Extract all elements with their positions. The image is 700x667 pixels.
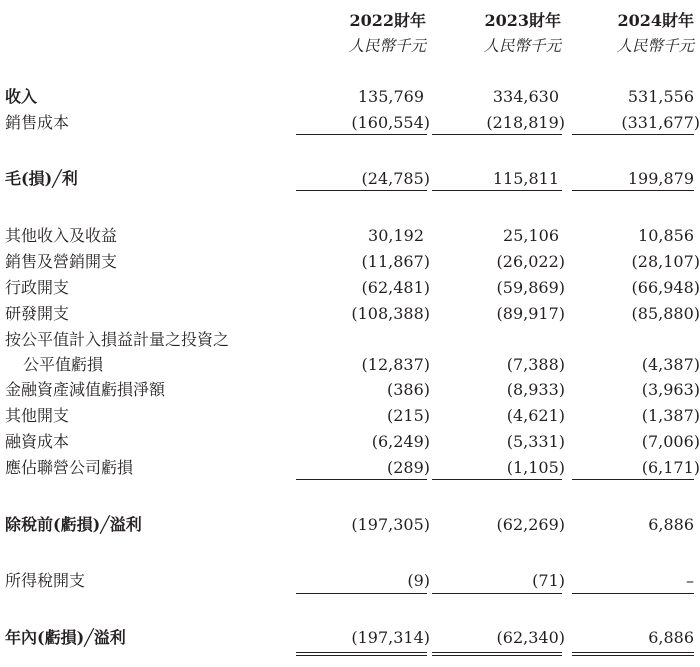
subtotal-rule [572,190,694,191]
value-2022: (9) [407,571,430,590]
value-2024: (85,880) [631,304,700,323]
value-2023: 25,106 [503,226,559,245]
value-2024: 199,879 [627,169,694,188]
value-2023: (218,819) [486,113,565,132]
subtotal-rule [572,479,694,480]
row-gross [0,168,700,192]
row-label: 年內(虧損)╱溢利 [5,628,126,647]
value-2023: (89,917) [496,304,565,323]
subtotal-rule [432,134,562,135]
column-unit: 人民幣千元 [483,37,561,55]
row-label: 應佔聯營公司虧損 [5,458,134,477]
row-other-expenses [0,405,700,429]
row-cost-of-sales [0,112,700,136]
value-2024: – [686,571,694,590]
value-2022: (6,249) [371,432,430,451]
value-2024: 10,856 [638,226,694,245]
value-2022: (197,305) [351,515,430,534]
subtotal-rule [296,190,427,191]
value-2024: (66,948) [631,278,700,297]
subtotal-rule [432,190,562,191]
value-2024: (7,006) [641,432,700,451]
value-2023: (5,331) [506,432,565,451]
value-2022: (215) [386,406,430,425]
value-2022: (12,837) [361,355,430,374]
value-2024: 531,556 [627,87,694,106]
value-2024: (6,171) [641,458,700,477]
row-profit-before-tax [0,514,700,538]
value-2022: (386) [386,380,430,399]
subtotal-rule [296,593,427,594]
value-2022: (289) [386,458,430,477]
row-label: 公平值虧損 [23,355,104,374]
value-2023: (26,022) [496,252,565,271]
column-year: 2022財年 [349,11,426,30]
total-rule-upper [432,652,562,653]
value-2022: (197,314) [351,628,430,647]
value-2024: 6,886 [648,628,694,647]
value-2023: (62,340) [496,628,565,647]
row-label: 其他收入及收益 [5,226,118,245]
value-2023: (8,933) [506,380,565,399]
value-2022: (62,481) [361,278,430,297]
column-unit: 人民幣千元 [348,37,426,55]
row-label: 收入 [5,87,38,106]
value-2022: (108,388) [351,304,430,323]
value-2024: 6,886 [648,515,694,534]
row-label: 銷售及營銷開支 [5,252,118,271]
row-other-income [0,225,700,249]
value-2022: (11,867) [361,252,430,271]
value-2024: (1,387) [641,406,700,425]
column-header-2022 [316,0,426,60]
subtotal-rule [296,134,427,135]
value-2022: 135,769 [357,87,424,106]
value-2022: 30,192 [368,226,424,245]
value-2022: (24,785) [361,169,430,188]
row-admin-expenses [0,277,700,301]
total-rule-upper [296,652,427,653]
value-2023: (71) [532,571,565,590]
row-label: 金融資產減值虧損淨額 [5,380,166,399]
value-2023: (7,388) [506,355,565,374]
row-label: 所得稅開支 [5,571,86,590]
row-fvtpl [0,354,700,378]
total-rule-upper [572,652,694,653]
value-2023: 334,630 [492,87,559,106]
column-unit: 人民幣千元 [616,37,694,55]
row-label: 毛(損)╱利 [5,169,78,188]
value-2023: (4,621) [506,406,565,425]
value-2023: (59,869) [496,278,565,297]
subtotal-rule [296,479,427,480]
total-rule-lower [572,655,694,656]
value-2024: (28,107) [631,252,700,271]
row-label: 研發開支 [5,304,70,323]
row-label: 銷售成本 [5,113,70,132]
row-revenue [0,86,700,110]
row-label: 行政開支 [5,278,70,297]
value-2023: (62,269) [496,515,565,534]
value-2024: (331,677) [621,113,700,132]
total-rule-lower [432,655,562,656]
value-2023: (1,105) [506,458,565,477]
subtotal-rule [572,593,694,594]
column-year: 2023財年 [484,11,561,30]
value-2024: (4,387) [641,355,700,374]
row-fvtpl-label [0,329,700,353]
row-associate-loss [0,457,700,481]
column-header-2023 [451,0,561,60]
row-label: 除稅前(虧損)╱溢利 [5,515,142,534]
row-impairment [0,379,700,403]
column-year: 2024財年 [617,11,694,30]
row-net-result [0,627,700,651]
row-label: 其他開支 [5,406,70,425]
total-rule-lower [296,655,427,656]
subtotal-rule [432,593,562,594]
value-2024: (3,963) [641,380,700,399]
column-header-2024 [584,0,694,60]
value-2023: 115,811 [492,169,559,188]
row-label: 按公平值計入損益計量之投資之 [5,330,230,349]
value-2022: (160,554) [351,113,430,132]
row-selling-expenses [0,251,700,275]
row-finance-costs [0,431,700,455]
subtotal-rule [572,134,694,135]
row-income-tax [0,570,700,594]
row-rnd-expenses [0,303,700,327]
subtotal-rule [432,479,562,480]
row-label: 融資成本 [5,432,70,451]
